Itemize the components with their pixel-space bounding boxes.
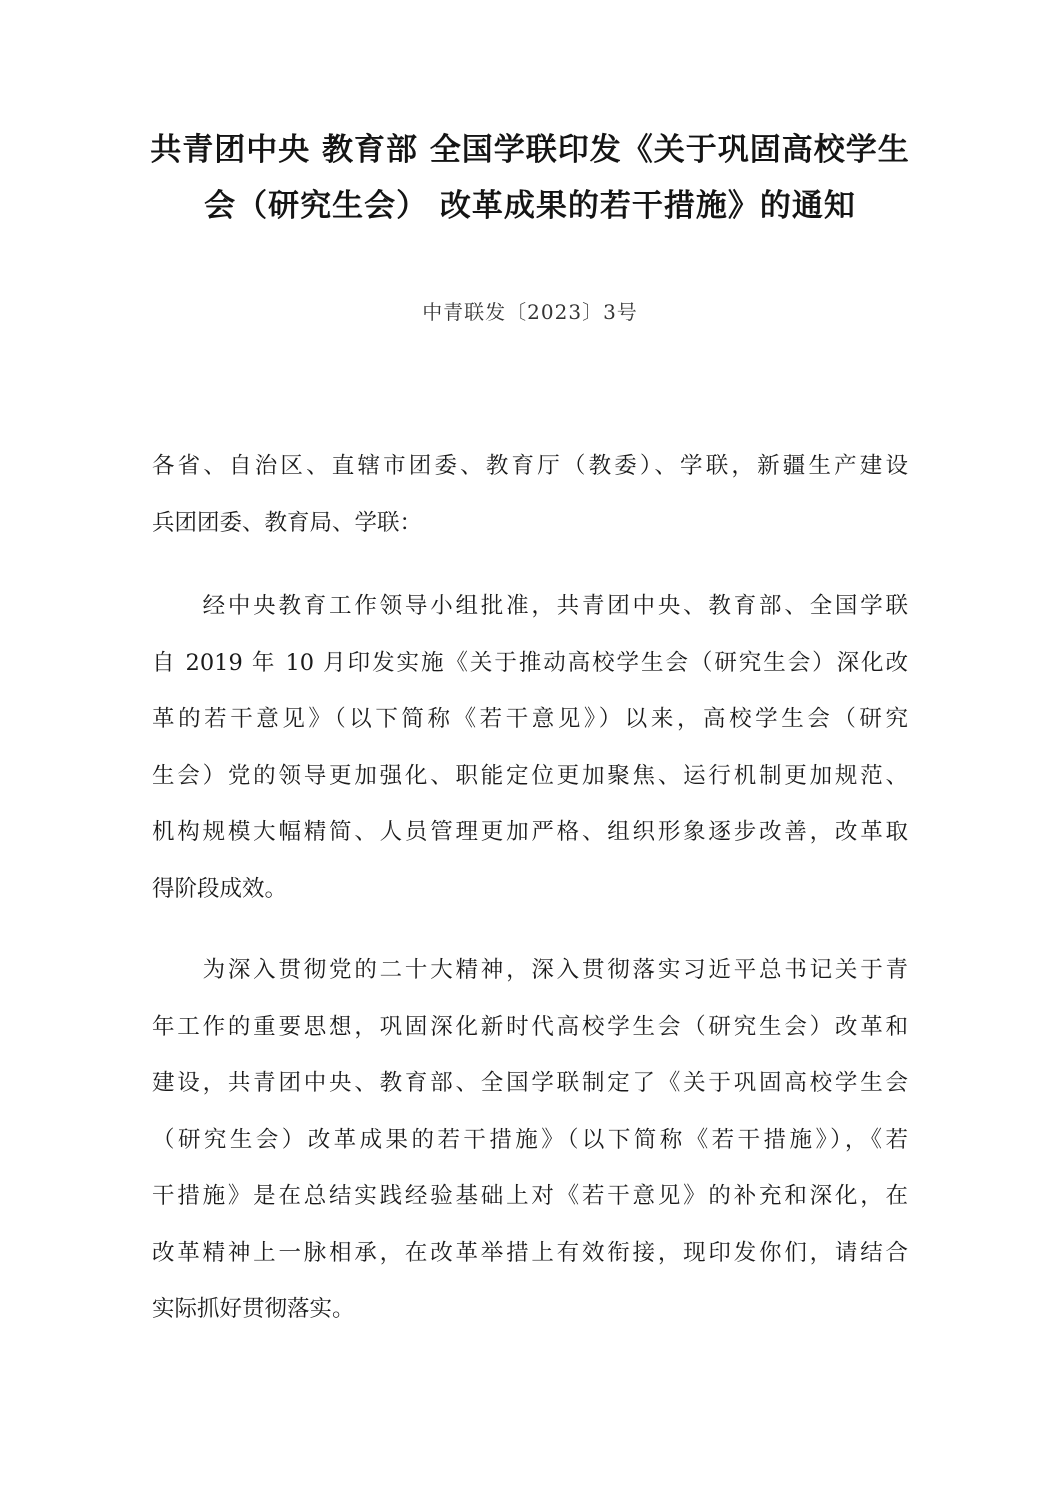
paragraph-1-line-1: 经中央教育工作领导小组批准，共青团中央、教育部、全国学联 [152,593,908,619]
paragraph-2-line-7: 实际抓好贯彻落实。 [152,1296,355,1322]
paragraph-2-line-6: 改革精神上一脉相承，在改革举措上有效衔接，现印发你们，请结合 [152,1239,908,1266]
paragraph-1-line-4: 生会）党的领导更加强化、职能定位更加聚焦、运行机制更加规范、 [152,762,908,789]
salutation [152,438,908,551]
paragraph-1-line-5: 机构规模大幅精简、人员管理更加严格、组织形象逐步改善，改革取 [152,819,908,845]
paragraph-2-line-4: （研究生会）改革成果的若干措施》（以下简称《若干措施》），《若 [152,1126,908,1153]
paragraph-2-line-3: 建设，共青团中央、教育部、全国学联制定了《关于巩固高校学生会 [152,1070,908,1096]
salutation-line-2: 兵团团委、教育局、学联： [152,509,423,536]
paragraph-2 [152,942,908,1338]
paragraph-2-line-2: 年工作的重要思想，巩固深化新时代高校学生会（研究生会）改革和 [152,1013,908,1040]
paragraph-1-line-6: 得阶段成效。 [152,875,288,902]
paragraph-1-line-3: 革的若干意见》（以下简称《若干意见》）以来，高校学生会（研究 [152,706,908,732]
paragraph-2-line-1: 为深入贯彻党的二十大精神，深入贯彻落实习近平总书记关于青 [152,957,908,983]
paragraph-1 [152,578,908,917]
title-line-1: 共青团中央 教育部 全国学联印发《关于巩固高校学生 [150,132,910,168]
document-number: 中青联发〔2023〕3号 [422,300,638,324]
paragraph-2-line-5: 干措施》是在总结实践经验基础上对《若干意见》的补充和深化，在 [152,1183,908,1209]
title-line-2: 会（研究生会） 改革成果的若干措施》的通知 [204,188,856,224]
salutation-line-1: 各省、自治区、直辖市团委、教育厅（教委）、学联，新疆生产建设 [152,453,908,479]
paragraph-1-line-2: 自 2019 年 10 月印发实施《关于推动高校学生会（研究生会）深化改 [152,649,908,676]
document-title [140,122,920,234]
